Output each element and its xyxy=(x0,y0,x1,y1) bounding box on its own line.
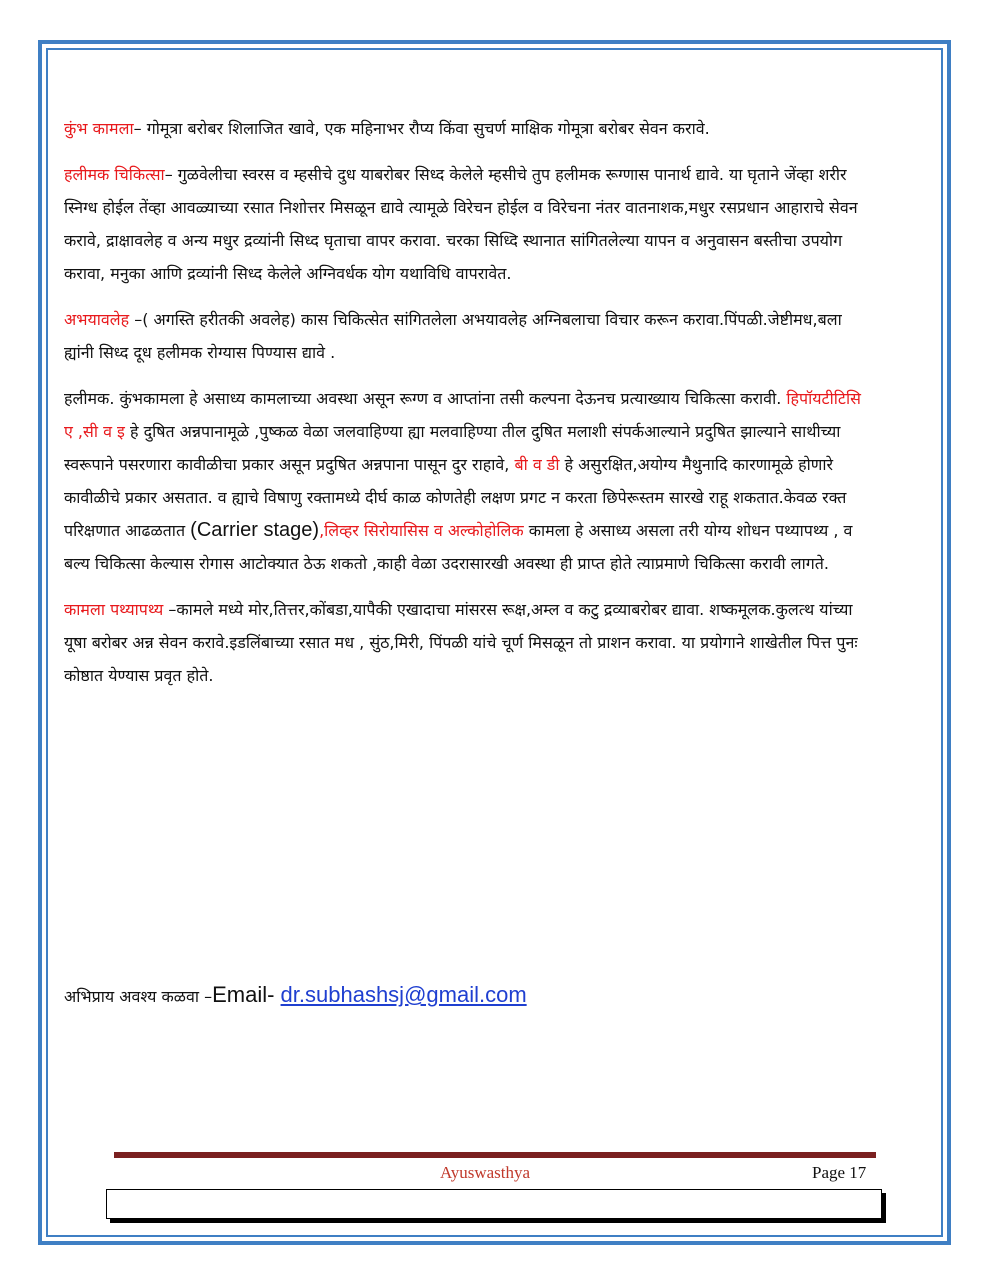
paragraph-text: –कामले मध्ये मोर,तित्तर,कोंबडा,यापैकी एखादाचा मांसरस रूक्ष,अम्ल व कटु द्रव्याबरोबर द्यावा. शष्कमूलक.कुलत्थ यांच्या यूषा बरोबर अन्न सेवन करावे.इडलिंबाच्या रसात मध , सुंठ,मिरी, पिंपळी यांचे चूर्ण मिसळून तो प्राशन करावा. या प्रयोगाने शाखेतील पित्त पुनः कोष्ठात येण्यास प्रवृत होते. xyxy=(64,600,858,685)
paragraph-kamala-pathya xyxy=(64,593,864,692)
heading-dash: – xyxy=(133,119,147,138)
page-number: Page 17 xyxy=(812,1163,867,1182)
highlight-hepatitis-a-c-e: हिपॉयटीटिसि ए ,सी व इ xyxy=(64,389,861,441)
paragraph-halimak-chikitsa xyxy=(64,158,864,290)
heading-halimak-chikitsa: हलीमक चिकित्सा xyxy=(64,165,165,184)
heading-kumbh-kamala: कुंभ कामला xyxy=(64,119,134,138)
heading-kamala-pathya: कामला पथ्यापथ्य xyxy=(64,600,164,619)
footer-box xyxy=(106,1189,882,1219)
carrier-stage-text: (Carrier stage) xyxy=(190,519,320,541)
heading-abhayavaleh: अभयावलेह xyxy=(64,310,130,329)
paragraph-text: कामला हे असाध्य असला तरी योग्य शोधन पथ्यापथ्य , व बल्य चिकित्सा केल्यास रोगास आटोक्यात ठेऊ शकतो ,काही वेळा उदरासारखी अवस्था ही प्राप्त होते त्याप्रमाणे चिकित्सा करावी लागते. xyxy=(64,521,853,573)
article-body xyxy=(64,112,864,705)
paragraph-text: हलीमक. कुंभकामला हे असाध्य कामलाच्या अवस्था असून रूग्ण व आप्तांना तसी कल्पना देऊनच प्रत्याख्याय चिकित्सा करावी. xyxy=(64,389,787,408)
paragraph-text: गोमूत्रा बरोबर शिलाजित खावे, एक महिनाभर रौप्य किंवा सुचर्ण माक्षिक गोमूत्रा बरोबर सेवन करावे. xyxy=(146,119,710,138)
paragraph-text: गुळवेलीचा स्वरस व म्हसीचे दुध याबरोबर सिध्द केलेले म्हसीचे तुप हलीमक रूग्णास पानार्थ द्यावे. या घृताने जेंव्हा शरीर स्निग्ध होईल तेंव्हा आवळ्याच्या रसात निशोत्तर मिसळून द्यावे त्यामूळे विरेचन होईल व विरेचना नंतर वातनाशक,मधुर रसप्रधान आहाराचे सेवन करावे, द्राक्षावलेह व अन्य मधुर द्रव्यांनी सिध्द घृताचा वापर करावा. चरका सिध्दि स्थानात सांगितलेल्या यापन व अनुवासन बस्तीचा उपयोग करावा, मनुका आणि द्रव्यांनी सिध्द केलेले अग्निवर्धक योग यथाविधि वापरावेत. xyxy=(64,165,858,283)
email-link[interactable]: dr.subhashsj@gmail.com xyxy=(280,982,527,1007)
paragraph-text: हे असुरक्षित,अयोग्य मैथुनादि कारणामूळे होणारे कावीळीचे प्रकार असतात. व ह्याचे विषाणु रक्तामध्ये दीर्घ काळ कोणतेही लक्षण प्रगट न करता छिपेरूस्तम सारखे राहू शकतात.केवळ रक्त परिक्षणात आढळतात xyxy=(64,455,847,540)
paragraph-text: हे दुषित अन्नपानामूळे ,पुष्कळ वेळा जलवाहिण्या ह्या मलवाहिण्या तील दुषित मलाशी संपर्कआल्याने प्रदुषित झाल्याने साथीच्या स्वरूपाने पसरणारा कावीळीचा प्रकार असून प्रदुषित अन्नपाना पासून दुर राहावे, xyxy=(64,422,841,474)
contact-prefix: अभिप्राय अवश्य कळवा – xyxy=(64,987,213,1006)
paragraph-abhayavaleh xyxy=(64,303,864,369)
highlight-liver-cirrhosis: ,लिव्हर सिरोयासिस व अल्कोहोलिक xyxy=(319,521,524,540)
paragraph-text: –( अगस्ति हरीतकी अवलेह) कास चिकित्सेत सांगितलेला अभयावलेह अग्निबलाचा विचार करून करावा.पिंपळी.जेष्टीमध,बला ह्यांनी सिध्द दूध हलीमक रोग्यास पिण्यास द्यावे . xyxy=(64,310,842,362)
contact-line xyxy=(64,978,527,1014)
paragraph-kumbh-kamala xyxy=(64,112,864,145)
email-label: Email- xyxy=(212,982,281,1007)
heading-dash: – xyxy=(164,165,178,184)
highlight-b-and-d: बी व डी xyxy=(514,455,560,474)
footer-rule xyxy=(114,1152,876,1158)
paragraph-halimak-prognosis xyxy=(64,382,864,580)
footer-title: Ayuswasthya xyxy=(440,1163,531,1182)
